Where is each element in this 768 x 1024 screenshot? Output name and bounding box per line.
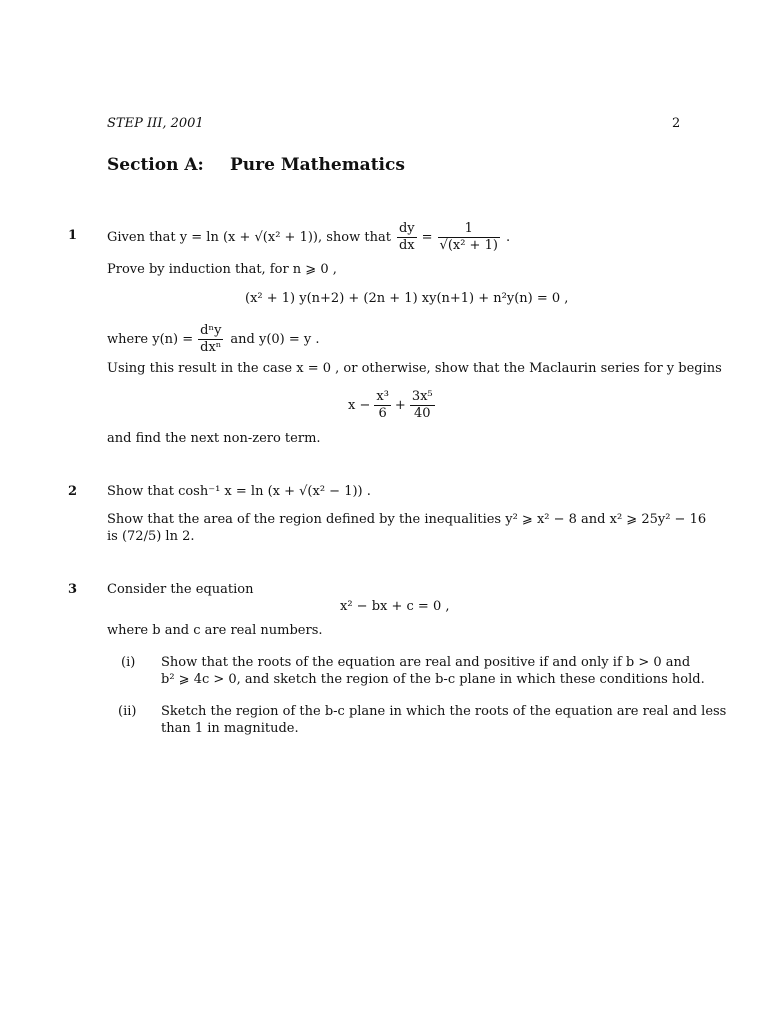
q3-part-i-line2: b² ⩾ 4c > 0, and sketch the region of the b-c plane in which these conditions hold.: [161, 672, 705, 687]
q3-part-i-line1: Show that the roots of the equation are real and positive if and only if b > 0 and: [161, 655, 691, 670]
q3-part-i-label: (i): [121, 655, 136, 670]
q1-using-line: Using this result in the case x = 0 , or otherwise, show that the Maclaurin series for y begins: [107, 361, 722, 376]
q1-series-term2-den: 40: [413, 405, 431, 421]
question-number-3: 3: [68, 582, 78, 597]
q1-series-term1-den: 6: [378, 405, 387, 421]
q1-identity: (x² + 1) y(n+2) + (2n + 1) xy(n+1) + n²y(n) = 0 ,: [245, 291, 569, 306]
q3-part-ii-label: (ii): [118, 704, 137, 719]
q1-prove-line: Prove by induction that, for n ⩾ 0 ,: [107, 262, 337, 277]
q1-equals: =: [421, 229, 433, 245]
exam-header: STEP III, 2001: [107, 116, 204, 131]
q3-part-ii-line1: Sketch the region of the b-c plane in which the roots of the equation are real and less: [161, 704, 727, 719]
q1-given-text: Given that y = ln (x + √(x² + 1)), show that: [107, 229, 391, 245]
q3-intro: Consider the equation: [107, 582, 254, 597]
q1-rhs-den: √(x² + 1): [439, 237, 498, 253]
q1-rhs-num: 1: [438, 222, 500, 238]
q1-period: .: [505, 229, 511, 245]
q1-dx: dx: [398, 237, 415, 253]
q3-part-ii-line2: than 1 in magnitude.: [161, 721, 299, 736]
q1-series-term1-num: x³: [376, 388, 389, 404]
q1-where-line: [107, 322, 320, 356]
q1-series: [348, 388, 437, 422]
page-number: 2: [672, 116, 681, 131]
q1-derivative-fraction: [397, 222, 417, 253]
q1-where-fraction: [198, 324, 223, 355]
q3-equation: x² − bx + c = 0 ,: [340, 599, 450, 614]
section-title: Pure Mathematics: [230, 155, 405, 175]
q1-rhs-fraction: [438, 222, 500, 253]
q1-given-line: [107, 220, 510, 254]
q1-where-text: where y(n) =: [107, 331, 194, 347]
q1-where-den: dxⁿ: [200, 339, 222, 355]
q1-where-num: dⁿy: [200, 322, 222, 338]
q1-where-tail: and y(0) = y .: [230, 331, 320, 347]
question-number-1: 1: [68, 228, 78, 243]
question-number-2: 2: [68, 484, 78, 499]
q1-find-line: and find the next non-zero term.: [107, 431, 321, 446]
q1-series-term1: [374, 390, 391, 421]
q2-line1: Show that cosh⁻¹ x = ln (x + √(x² − 1)) .: [107, 484, 371, 499]
section-label: Section A:: [107, 155, 204, 175]
q2-line3: is (72/5) ln 2.: [107, 529, 195, 544]
q1-series-plus: +: [394, 397, 406, 413]
q2-line2: Show that the area of the region defined by the inequalities y² ⩾ x² − 8 and x² ⩾ 25y² − 16: [107, 512, 707, 527]
q1-dy: dy: [398, 220, 415, 236]
q1-series-term2: [410, 390, 435, 421]
q3-where: where b and c are real numbers.: [107, 623, 323, 638]
q1-series-term2-num: 3x⁵: [411, 388, 433, 404]
q1-series-x: x −: [348, 397, 371, 413]
